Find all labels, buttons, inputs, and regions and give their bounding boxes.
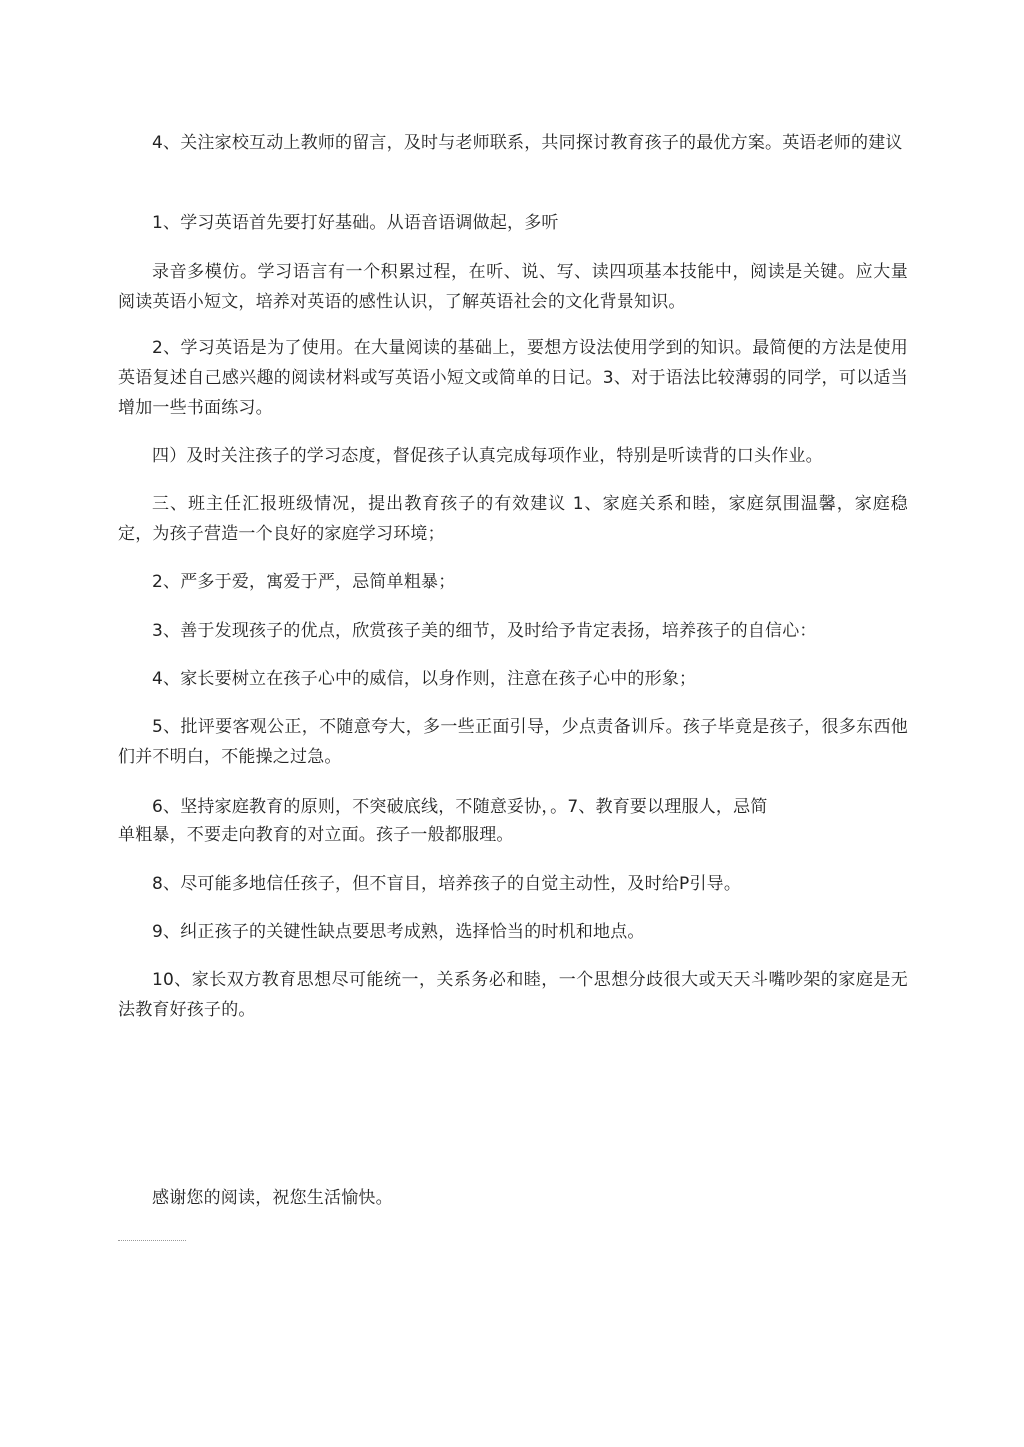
paragraph-class-report: 三、班主任汇报班级情况，提出教育孩子的有效建议 1、家庭关系和睦，家庭氛围温馨，家庭稳定，为孩子营造一个良好的家庭学习环境；: [118, 494, 908, 544]
paragraph-parent-authority: 4、家长要树立在孩子心中的威信，以身作则，注意在孩子心中的形象；: [152, 669, 697, 689]
paragraph-trust-child: 8、尽可能多地信任孩子，但不盲目，培养孩子的自觉主动性，及时给P引导。: [152, 874, 742, 894]
paragraph-correct-flaws: 9、纠正孩子的关键性缺点要思考成熟，选择恰当的时机和地点。: [152, 922, 645, 942]
paragraph-english-basics: 1、学习英语首先要打好基础。从语音语调做起，多听: [152, 213, 559, 233]
footer-divider: [118, 1240, 186, 1241]
closing-text: 感谢您的阅读，祝您生活愉快。: [152, 1188, 393, 1208]
paragraph-parent-unity: 10、家长双方教育思想尽可能统一，关系务必和睦，一个思想分歧很大或天天斗嘴吵架的家庭是无法教育好孩子的。: [118, 970, 908, 1020]
paragraph-study-attitude: 四）及时关注孩子的学习态度，督促孩子认真完成每项作业，特别是听读背的口头作业。: [152, 446, 823, 466]
paragraph-strict-love: 2、严多于爱，寓爱于严，忌简单粗暴；: [152, 572, 456, 592]
paragraph-family-principles: 6、坚持家庭教育的原则，不突破底线，不随意妥协，。7、教育要以理服人，忌简: [152, 797, 768, 817]
paragraph-english-usage: 2、学习英语是为了使用。在大量阅读的基础上，要想方设法使用学到的知识。最简便的方法是使用英语复述自己感兴趣的阅读材料或写英语小短文或简单的日记。3、对于语法比较薄弱的同学，可以适当增加一些书面练习。: [118, 338, 908, 418]
paragraph-praise-strengths: 3、善于发现孩子的优点，欣赏孩子美的细节，及时给予肯定表扬，培养孩子的自信心：: [152, 621, 817, 641]
paragraph-fair-criticism: 5、批评要客观公正，不随意夸大，多一些正面引导，少点责备训斥。孩子毕竟是孩子，很多东西他们并不明白，不能操之过急。: [118, 717, 908, 767]
paragraph-reasoning: 单粗暴，不要走向教育的对立面。孩子一般都服理。: [118, 825, 514, 845]
paragraph-listen-imitate: 录音多模仿。学习语言有一个积累过程，在听、说、写、读四项基本技能中，阅读是关键。应大量阅读英语小短文，培养对英语的感性认识，了解英语社会的文化背景知识。: [118, 262, 908, 312]
paragraph-teacher-message: 4、关注家校互动上教师的留言，及时与老师联系，共同探讨教育孩子的最优方案。英语老师的建议: [152, 133, 903, 153]
